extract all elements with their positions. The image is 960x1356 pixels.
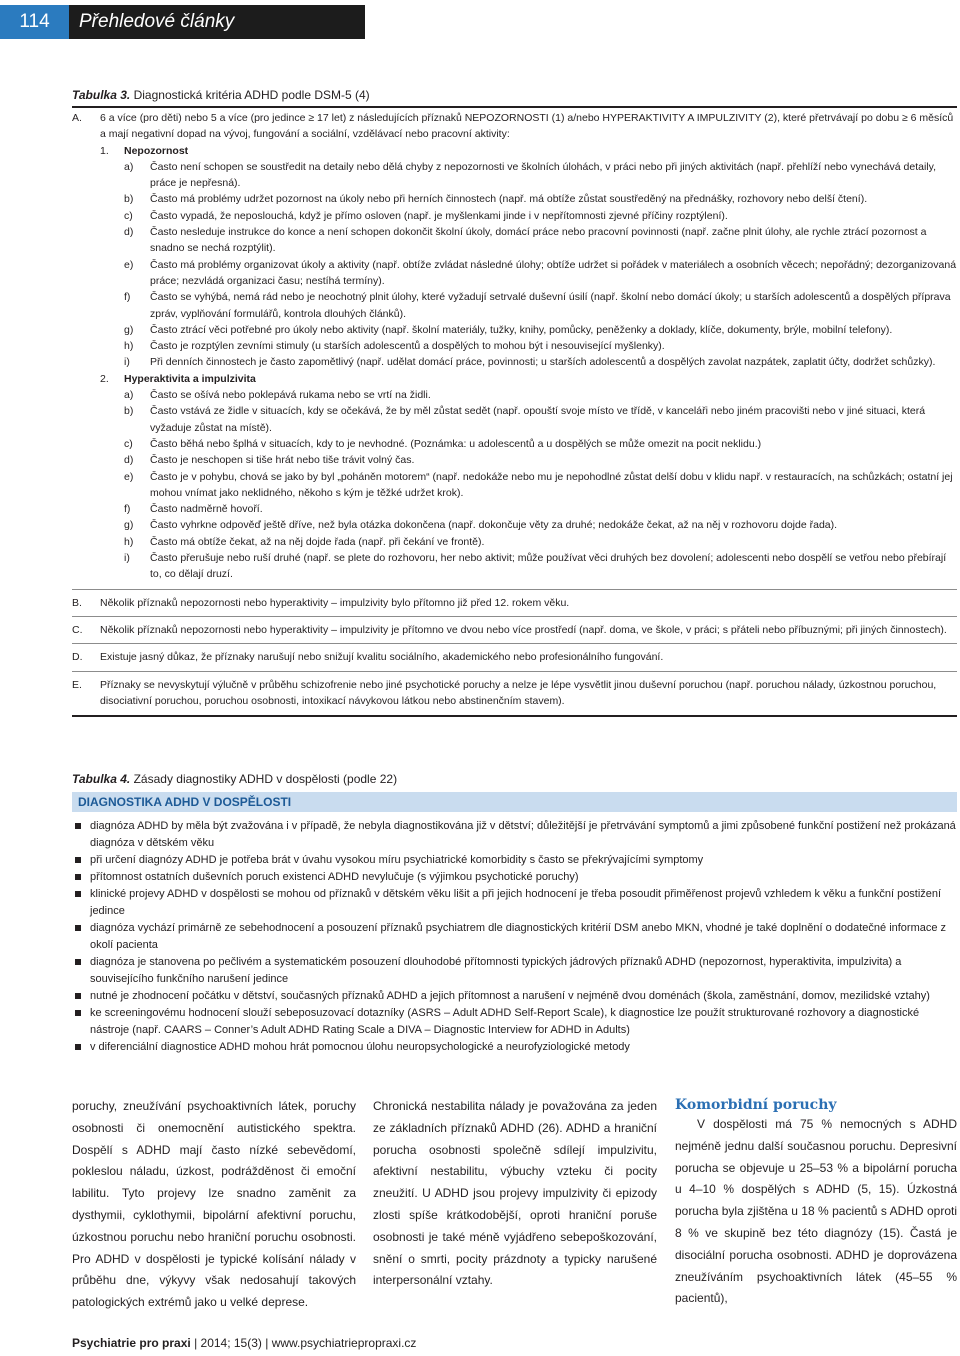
criterion-item [124,289,957,322]
item-letter: c) [124,209,133,222]
item-letter: a) [124,160,134,173]
list-item [72,818,957,852]
item-letter: f) [124,503,131,516]
item-text: Často má obtíže čekat, až na něj dojde řada (např. při čekání ve frontě). [150,535,485,548]
criterion-item [124,322,957,338]
list-item-text: při určení diagnózy ADHD je potřeba brát v úvahu vysokou míru psychiatrické komorbidity s často se překrývajícími symptomy [90,854,704,866]
table4-caption [72,772,397,786]
criterion-text: Existuje jasný důkaz, že příznaky narušují nebo snižují kvalitu sociálního, akademického nebo profesionálního fungování. [100,651,664,664]
table3 [72,108,957,717]
item-text: Často je neschopen si tiše hrát nebo tiše trávit volný čas. [150,454,415,467]
section-title: Přehledové články [69,5,365,39]
table4-bullets [72,818,957,1056]
item-letter: i) [124,356,130,369]
item-text: Často je v pohybu, chová se jako by byl „poháněn motorem“ (např. nedokáže nebo mu je nepohodlné zůstat delší dobu v klidu např. v restauracích, na schůzkách; ostatní jej mohou vnímat jako neklidného, někoho s kým je těžké udržet krok). [150,470,953,499]
list-item [72,988,957,1005]
square-bullet-icon [72,920,90,954]
section-heading: Komorbidní poruchy [675,1097,837,1113]
page-number: 114 [0,5,69,39]
group-inattention-items [124,159,957,371]
list-item [72,1005,957,1039]
square-bullet-icon [72,988,90,1005]
item-letter: g) [124,519,134,532]
criterion-label: A. [72,112,82,124]
list-item [72,852,957,869]
square-bullet-icon [72,818,90,852]
body-column-2 [373,1096,657,1292]
page-header [0,5,365,39]
criterion-item [124,436,957,452]
item-text: Často má problémy udržet pozornost na úkoly nebo při herních činnostech (např. má obtíže zůstat soustředěný na přednášky, rozhovory nebo delší čtení). [150,193,868,206]
list-item [72,869,957,886]
criterion-item [124,224,957,257]
criterion-text: 6 a více (pro děti) nebo 5 a více (pro jedince ≥ 17 let) z následujících příznaků NEPOZORNOSTI (1) a/nebo HYPERAKTIVITY A IMPULZIVITY (2), které přetrvávají po dobu ≥ 6 měsíců a mají negativní dopad na vývoj, fungování a sociální, vzdělávací nebo pracovní aktivity: [100,112,954,141]
list-item-text: diagnóza ADHD by měla být zvažována i v případě, že nebyla diagnostikována již v dětství; důležitější je přetrvávání symptomů a jimi způsobené funkční postižení než prokázaná diagnóza v dětském věku [90,820,956,849]
table3-caption [72,88,370,102]
square-bullet-icon [72,1039,90,1056]
criterion-b: B. Několik příznaků nepozornosti nebo hyperaktivity – impulzivity bylo přítomno již před 12. rokem věku. [72,593,957,613]
criterion-item [124,501,957,517]
journal-name: Psychiatrie pro praxi [72,1336,191,1350]
item-text: Při denních činnostech je často zapomětlivý (např. udělat domácí práce, povinnosti; u starších adolescentů a dospělých zavolat nazpátek, zaplatit účty, dodržet schůzky). [150,356,936,369]
square-bullet-icon [72,886,90,920]
item-text: Často přerušuje nebo ruší druhé (např. se plete do rozhovoru, her nebo aktivit; může používat věci druhých bez dovolení; adolescenti nebo dospělí se vetřou nebo přebírají to, co dělají druzí. [150,552,947,581]
group-hyperactivity-heading: 2. Hyperaktivita a impulzivita [100,372,256,385]
criterion-item [124,403,957,436]
table4-label: Tabulka 4. [72,772,131,786]
item-text: Často není schopen se soustředit na detaily nebo dělá chyby z nepozornosti ve školních úlohách, v práci nebo při jiných aktivitách (např. přehlíží nebo vynechává detaily, práce je nepřesná). [150,160,937,190]
list-item [72,1039,957,1056]
list-item-text: klinické projevy ADHD v dospělosti se mohou od příznaků v dětském věku lišit a při jejich hodnocení je třeba posoudit přiměřenost projevů vzhledem k věku a funkční postižení jedince [90,888,942,917]
criterion-item [124,517,957,533]
criterion-item [124,534,957,550]
criterion-item [124,550,957,583]
list-item-text: přítomnost ostatních duševních poruch existenci ADHD nevylučuje (s výjimkou psychotické poruchy) [90,871,579,883]
criterion-item [124,469,957,502]
criterion-c: C. Několik příznaků nepozornosti nebo hyperaktivity – impulzivity je přítomno ve dvou nebo více prostředí (např. doma, ve škole, v práci; s přáteli nebo příbuznými; při jiných činnostech). [72,620,957,640]
page-footer: Psychiatrie pro praxi | 2014; 15(3) | www.psychiatriepropraxi.cz [72,1336,417,1350]
group-inattention-heading: 1. Nepozornost [100,144,189,157]
item-text: Často nadměrně hovoří. [150,503,263,516]
list-item-text: diagnóza je stanovena po pečlivém a systematickém posouzení dlouhodobé přítomnosti typických jádrových příznaků ADHD (nepozornost, hyperaktivita, impulzivita) a souvisejícího funkčního narušení jedince [90,956,902,985]
table3-label: Tabulka 3. [72,88,131,102]
item-letter: d) [124,226,134,239]
item-text: Často vypadá, že neposlouchá, když je přímo osloven (např. je myšlenkami jinde i v nepřítomnosti zjevné příčiny rozptýlení). [150,209,728,222]
criterion-text: Několik příznaků nepozornosti nebo hyperaktivity – impulzivity je přítomno ve dvou nebo více prostředí (např. doma, ve škole, v práci; s přáteli nebo příbuznými; při jiných činnostech). [100,623,947,636]
item-text: Často je rozptýlen zevními stimuly (u starších adolescentů a dospělých to mohou být i nesouvisející myšlenky). [150,340,665,353]
criterion-e: E. Příznaky se nevyskytují výlučně v průběhu schizofrenie nebo jiné psychotické poruchy a nelze je lépe vysvětlit jinou duševní poruchou (např. poruchou nálady, úzkostnou poruchou, disociativní poruchou, poruchou osobnosti, intoxikací návykovou látkou nebo abstinenčním stavem). [72,675,957,712]
criterion-item [124,387,957,403]
body-column-1 [72,1096,356,1314]
item-letter: d) [124,454,134,467]
list-item-text: diagnóza vychází primárně ze sebehodnocení a posouzení příznaků psychiatrem dle diagnostických kritérií DSM anebo MKN, vhodné je také doplnění o dodatečné informace z okolí pacienta [90,922,947,951]
item-letter: g) [124,323,134,336]
journal-issue: 2014; 15(3) [200,1336,262,1350]
journal-url[interactable]: www.psychiatriepropraxi.cz [271,1336,417,1350]
square-bullet-icon [72,1005,90,1039]
item-letter: e) [124,470,134,483]
square-bullet-icon [72,869,90,886]
list-item [72,886,957,920]
body-column-3 [675,1096,957,1310]
item-text: Často se vyhýbá, nemá rád nebo je neochotný plnit úlohy, které vyžadují setrvalé duševní úsilí (např. školní nebo domácí úkoly; u starších adolescentů a dospělých příprava zpráv, vyplňování formulářů, kontrola dlouhých článků). [150,291,951,320]
item-letter: b) [124,405,134,418]
paragraph: poruchy, zneužívání psychoaktivních látek, poruchy osobnosti či onemocnění autistického spektra. Dospělí s ADHD mají často nízké sebevědomí, pokleslou náladu, úzkost, podrážděnost či emoční labilitu. Tyto projevy lze snadno zaměnit za dysthymii, cyklothymii, bipolární afektivní poruchu, úzkostnou poruchu nebo hraniční poruchu osobnosti. Pro ADHD v dospělosti je typické kolísání nálady v průběhu dne, výkyvy však nedosahují takových patologických extrémů jako u velké deprese. [72,1099,356,1310]
list-item-text: v diferenciální diagnostice ADHD mohou hrát pomocnou úlohu neuropsychologické a neurofyziologické metody [90,1041,630,1053]
criterion-item [124,257,957,290]
paragraph: Chronická nestabilita nálady je považována za jeden ze základních příznaků ADHD (26). ADHD a hraniční porucha osobnosti společně sdílejí impulzivitu, afektivní nestabilitu, výbuchy vzteku či pocity zneužití. U ADHD jsou projevy impulzivity či epizody zlosti spíše krátkodobější, oproti hraniční poruše osobnosti je také méně vyjádřeno sebepoškozování, snění o smrti, pocity prázdnoty a typicky narušené interpersonální vztahy. [373,1099,657,1288]
criterion-item [124,354,957,370]
criterion-a [72,108,957,585]
criterion-text: Několik příznaků nepozornosti nebo hyperaktivity – impulzivity bylo přítomno již před 12. rokem věku. [100,596,570,609]
table4-heading: DIAGNOSTIKA ADHD V DOSPĚLOSTI [72,792,957,812]
criterion-item [124,191,957,207]
paragraph: V dospělosti má 75 % nemocných s ADHD nejméně jednu další současnou poruchu. Depresivní porucha se objevuje u 25–53 % a bipolární porucha u 4–10 % dospělých s ADHD (5, 15). Úzkostná porucha byla zjištěna u 18 % pacientů s ADHD oproti 8 % ve skupině bez této diagnózy (15). Častá je disociální porucha osobnosti. ADHD je doprovázena zneužíváním psychoaktivních látek (45–55 % pacientů), [675,1117,957,1306]
item-text: Často vyhrkne odpověď ještě dříve, než byla otázka dokončena (např. dokončuje věty za druhé; nedokáže čekat, až na něj v rozhovoru dojde řada). [150,519,838,532]
criterion-item [124,208,957,224]
item-letter: a) [124,389,134,402]
criterion-item [124,338,957,354]
criterion-item [124,159,957,192]
item-text: Často běhá nebo šplhá v situacích, kdy to je nevhodné. (Poznámka: u adolescentů a u dospělých se může omezit na pocit neklidu.) [150,437,762,450]
item-text: Často vstává ze židle v situacích, kdy se očekává, že by měl zůstat sedět (např. opouští svoje místo ve třídě, v kanceláři nebo jiném pracovišti nebo v jiné situaci, která vyžaduje zůstat na místě). [150,405,926,434]
group-hyperactivity-items [124,387,957,583]
item-text: Často se ošívá nebo poklepává rukama nebo se vrtí na židli. [150,389,431,402]
item-text: Často má problémy organizovat úkoly a aktivity (např. obtíže zvládat následné úlohy; obtíže udržet si pořádek v materiálech a osobních věcech; nepořádný; dezorganizovaná práce; nezvládá organizaci času; nestíhá termíny). [150,258,957,287]
item-letter: h) [124,340,134,353]
item-text: Často ztrácí věci potřebné pro úkoly nebo aktivity (např. školní materiály, tužky, knihy, pomůcky, peněženky a doklady, klíče, dokumenty, brýle, mobilní telefony). [150,323,893,336]
list-item [72,954,957,988]
item-letter: b) [124,193,134,206]
list-item [72,920,957,954]
criterion-d: D. Existuje jasný důkaz, že příznaky narušují nebo snižují kvalitu sociálního, akademického nebo profesionálního fungování. [72,647,957,667]
item-letter: f) [124,291,131,304]
square-bullet-icon [72,852,90,869]
item-letter: h) [124,535,134,548]
criterion-item [124,452,957,468]
item-letter: e) [124,258,134,271]
item-letter: c) [124,437,133,450]
square-bullet-icon [72,954,90,988]
list-item-text: nutné je zhodnocení počátku v dětství, současných příznaků ADHD a jejich přítomnost a narušení v nejméně dvou doménách (škola, zaměstnání, domov, mezilidské vztahy) [90,990,930,1002]
item-text: Často nesleduje instrukce do konce a není schopen dokončit školní úkoly, domácí práce nebo pracovní povinnosti (např. začne plnit úlohy, ale rychle ztrácí pozornost a snadno se nechá rozptýlit). [150,226,927,255]
list-item-text: ke screeningovému hodnocení slouží sebeposuzovací dotazníky (ASRS – Adult ADHD Self-Report Scale), k diagnostice lze použít strukturované rozhovory a diagnostické nástroje (např. CAARS – Conner’s Adult ADHD Rating Scale a DIVA – Diagnostic Interview for ADHD in Adults) [90,1007,920,1036]
table3-caption-text: Diagnostická kritéria ADHD podle DSM-5 (4) [133,88,370,102]
table4-caption-text: Zásady diagnostiky ADHD v dospělosti (podle 22) [133,772,398,786]
item-letter: i) [124,552,130,565]
criterion-text: Příznaky se nevyskytují výlučně v průběhu schizofrenie nebo jiné psychotické poruchy a nelze je lépe vysvětlit jinou duševní poruchou (např. poruchou nálady, úzkostnou poruchou, disociativní poruchou, poruchou osobnosti, intoxikací návykovou látkou nebo abstinenčním stavem). [100,678,937,707]
